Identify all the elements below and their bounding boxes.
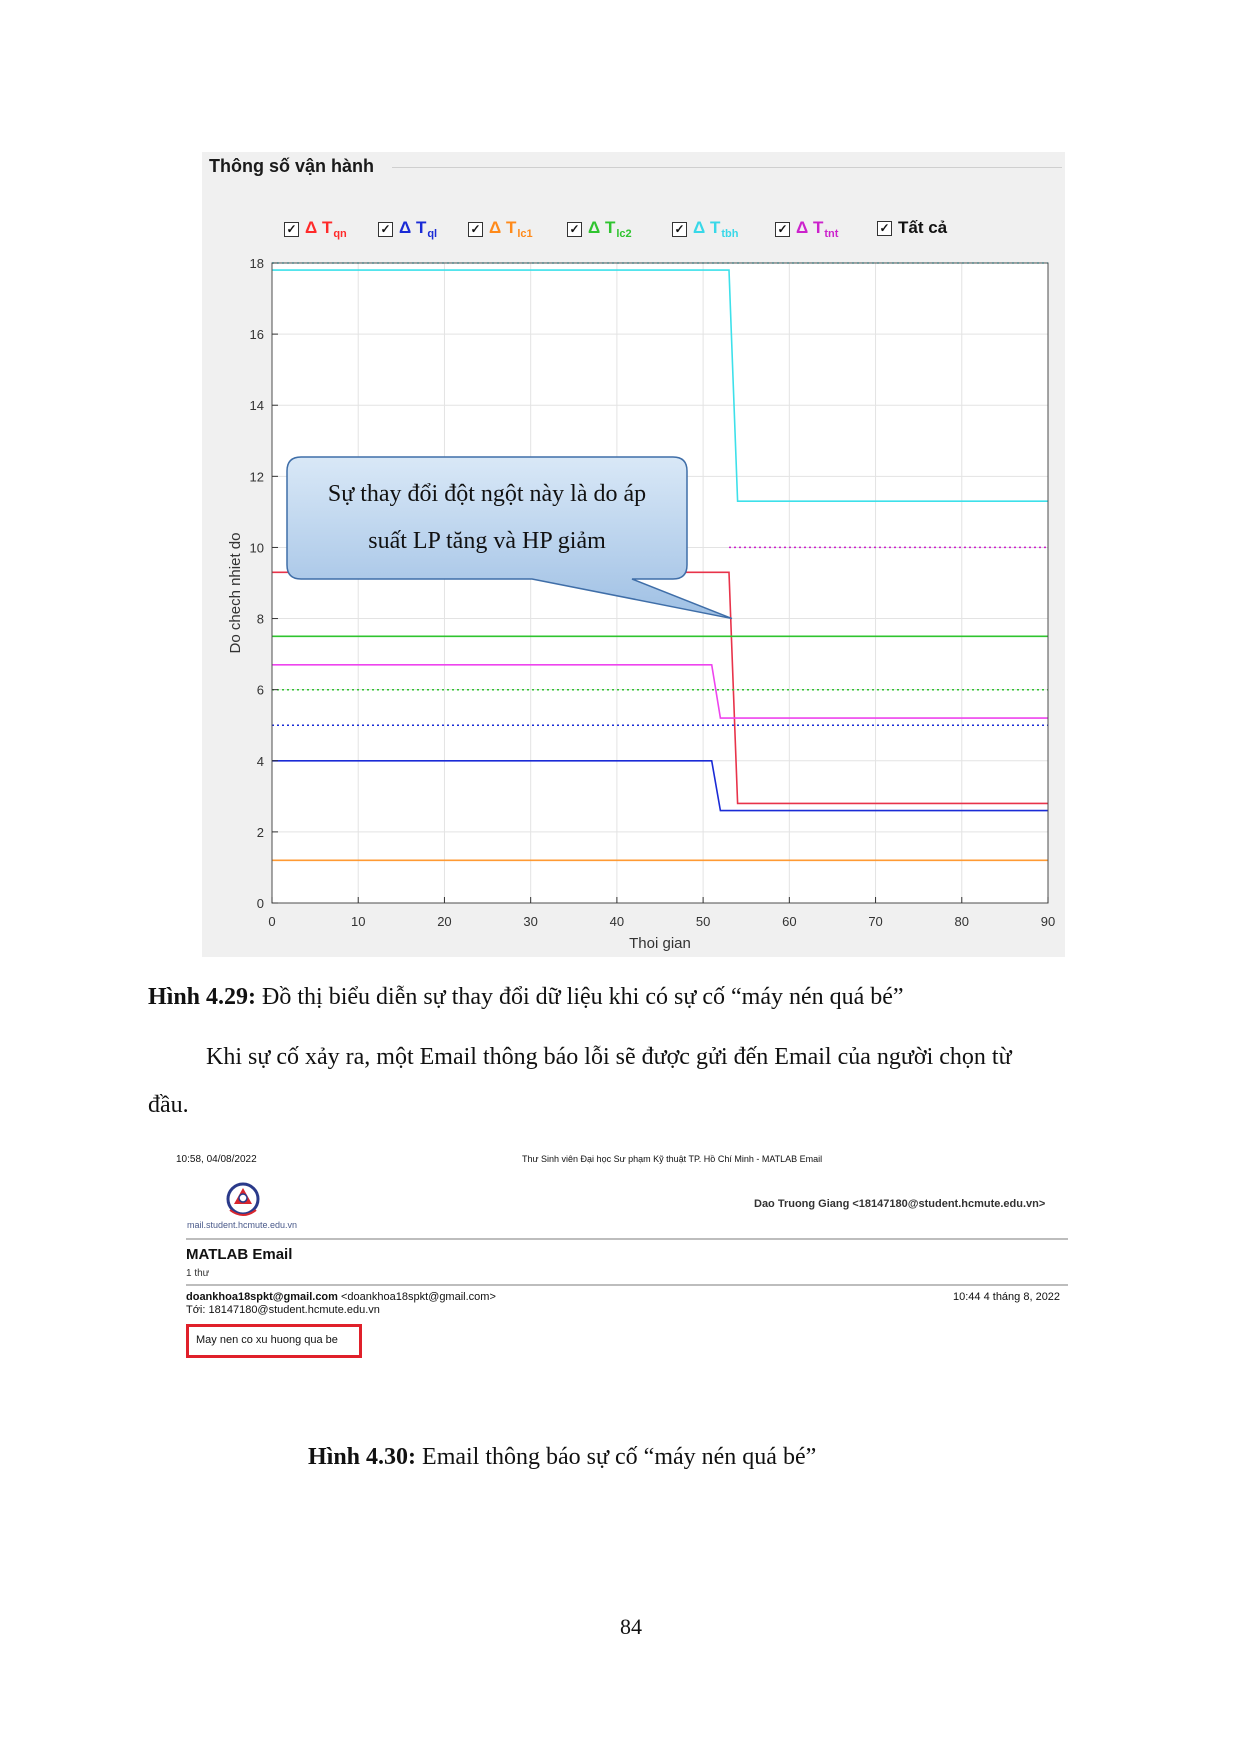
figure-caption-4-29 [148, 984, 904, 1011]
checkbox-label: Δ $T_{ql}$ [399, 218, 438, 240]
checkbox-check-icon[interactable]: ✓ [378, 222, 393, 237]
y-tick-label: 4 [256, 753, 264, 769]
checkbox-lc1[interactable] [468, 218, 533, 240]
checkbox-tnt[interactable] [775, 218, 838, 240]
email-divider-bottom [186, 1284, 1068, 1286]
x-tick-label: 10 [350, 914, 366, 929]
y-axis-label: Do chech nhiet do [227, 532, 244, 654]
x-tick-label: 80 [954, 914, 970, 929]
paragraph-line-2: đầu. [148, 1092, 189, 1118]
checkbox-all[interactable] [877, 218, 947, 238]
checkbox-label: Δ $T_{lc2}$ [588, 218, 632, 240]
logo-caption: mail.student.hcmute.edu.vn [187, 1220, 298, 1230]
callout-text-line-1: Sự thay đổi đột ngột này là do áp [327, 481, 647, 507]
email-header-title: Thư Sinh viên Đại học Sư phạm Kỹ thuật TP. Hồ Chí Minh - MATLAB Email [522, 1154, 823, 1164]
logo-emblem-icon [224, 1180, 262, 1218]
x-axis-label: Thoi gian [629, 935, 691, 952]
email-sender [186, 1291, 496, 1303]
plot-area [272, 263, 1048, 903]
email-account: Dao Truong Giang <18147180@student.hcmute.edu.vn> [754, 1198, 1046, 1210]
sender-name: doankhoa18spkt@gmail.com [186, 1291, 338, 1303]
x-tick-label: 90 [1040, 914, 1056, 929]
checkbox-qn[interactable] [284, 218, 347, 240]
x-tick-label: 60 [782, 914, 797, 929]
y-tick-label: 6 [256, 682, 264, 698]
checkbox-check-icon[interactable]: ✓ [468, 222, 483, 237]
email-count: 1 thư [186, 1268, 210, 1279]
checkbox-label: Δ $T_{tbh}$ [693, 218, 739, 240]
y-tick-label: 12 [249, 469, 264, 485]
caption-text: Email thông báo sự cố “máy nén quá bé” [416, 1444, 817, 1470]
callout-text-line-2: suất LP tăng và HP giảm [368, 528, 606, 554]
caption-text: Đồ thị biểu diễn sự thay đổi dữ liệu khi có sự cố “máy nén quá bé” [256, 984, 904, 1010]
checkbox-label: Δ $T_{qn}$ [305, 218, 347, 240]
checkbox-check-icon[interactable]: ✓ [775, 222, 790, 237]
checkbox-check-icon[interactable]: ✓ [877, 221, 892, 236]
checkbox-tbh[interactable] [672, 218, 738, 240]
y-tick-label: 18 [249, 256, 264, 271]
temperature-deviation-chart [202, 152, 1065, 957]
email-subject: MATLAB Email [186, 1246, 293, 1263]
x-tick-label: 70 [868, 914, 883, 929]
panel-title: Thông số vận hành [209, 156, 380, 177]
y-tick-label: 16 [249, 327, 264, 343]
y-tick-label: 0 [256, 896, 264, 911]
y-tick-label: 14 [249, 398, 264, 414]
checkbox-label: Δ $T_{lc1}$ [489, 218, 533, 240]
caption-label: Hình 4.29: [148, 984, 257, 1010]
email-divider-top [186, 1238, 1068, 1240]
university-logo [224, 1180, 262, 1218]
checkbox-check-icon[interactable]: ✓ [672, 222, 687, 237]
matlab-panel [202, 152, 1065, 957]
checkbox-label: Δ $T_{tnt}$ [796, 218, 839, 240]
email-date: 10:44 4 tháng 8, 2022 [953, 1291, 1061, 1303]
email-timestamp: 10:58, 04/08/2022 [176, 1154, 257, 1165]
checkbox-check-icon[interactable]: ✓ [284, 222, 299, 237]
chart-grid [272, 263, 1048, 903]
x-tick-label: 30 [523, 914, 538, 929]
page-number: 84 [620, 1614, 642, 1639]
checkbox-label: Tất cả [898, 218, 948, 237]
caption-label: Hình 4.30: [308, 1444, 417, 1470]
y-tick-label: 2 [256, 824, 264, 840]
y-tick-label: 10 [249, 540, 264, 556]
panel-divider [392, 167, 1062, 168]
sender-address: <doankhoa18spkt@gmail.com> [337, 1291, 496, 1303]
x-tick-label: 40 [609, 914, 625, 929]
figure-caption-4-30 [308, 1444, 816, 1471]
checkbox-lc2[interactable] [567, 218, 632, 240]
checkbox-check-icon[interactable]: ✓ [567, 222, 582, 237]
x-tick-label: 50 [695, 914, 711, 929]
y-tick-label: 8 [256, 611, 264, 627]
x-tick-label: 20 [437, 914, 452, 929]
email-body: May nen co xu huong qua be [196, 1334, 338, 1346]
x-tick-label: 0 [268, 914, 276, 929]
email-recipient: Tới: 18147180@student.hcmute.edu.vn [186, 1304, 380, 1316]
checkbox-ql[interactable] [378, 218, 437, 240]
paragraph-line-1: Khi sự cố xảy ra, một Email thông báo lỗi sẽ được gửi đến Email của người chọn từ [206, 1044, 1012, 1070]
